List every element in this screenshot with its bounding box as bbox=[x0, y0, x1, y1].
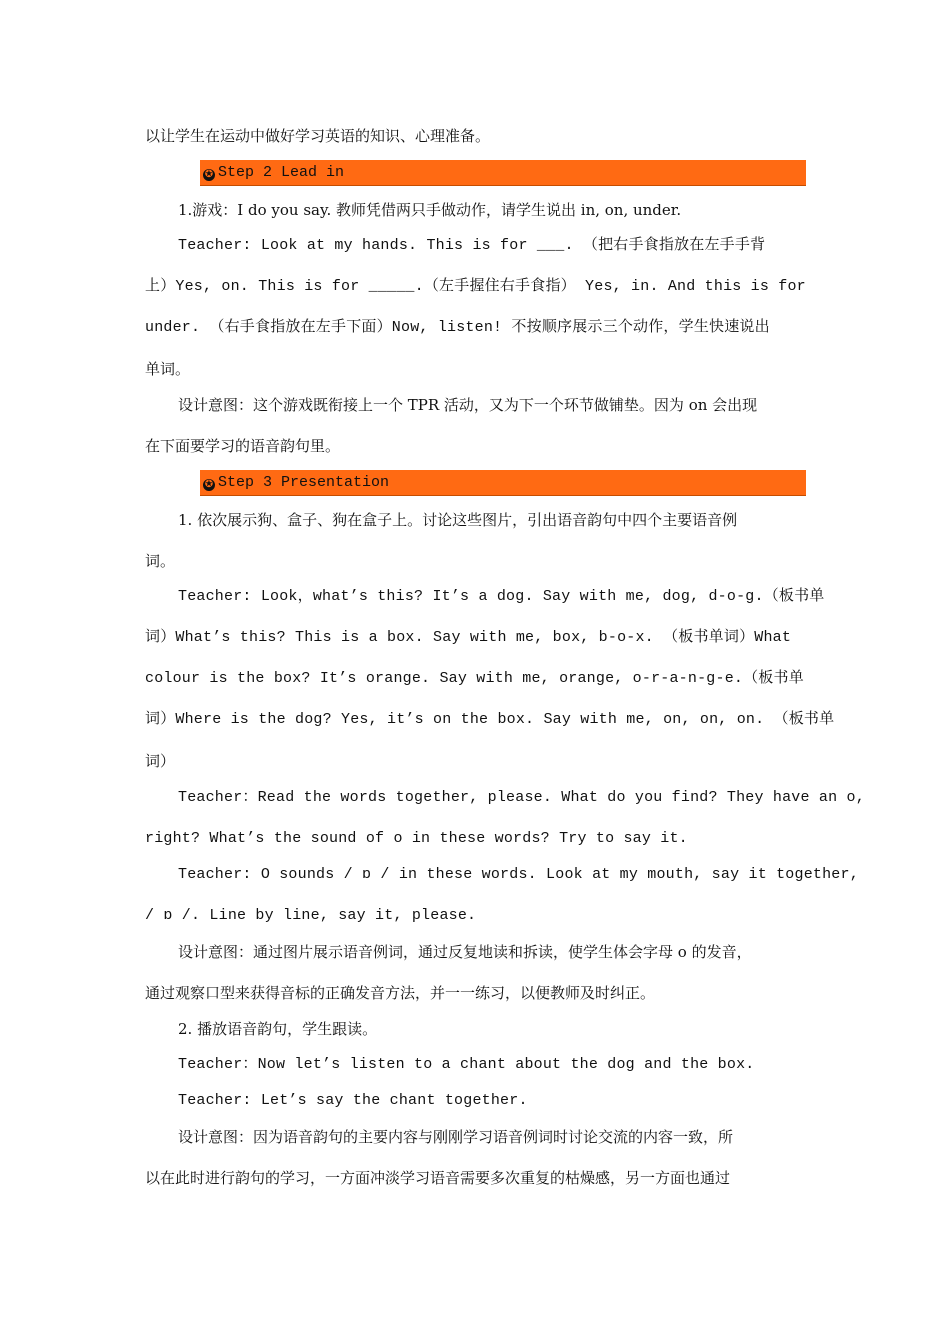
text-line: 以让学生在运动中做好学习英语的知识、心理准备。 bbox=[145, 127, 491, 145]
text-line: under. （右手食指放在左手下面）Now, listen! 不按顺序展示三个动作，学生快速说出 bbox=[145, 319, 770, 336]
text-line: 设计意图：这个游戏既衔接上一个 TPR 活动，又为下一个环节做铺垫。因为 on 会出现 bbox=[178, 396, 758, 414]
text-line: 以在此时进行韵句的学习，一方面冲淡学习语音需要多次重复的枯燥感，另一方面也通过 bbox=[145, 1169, 731, 1187]
section-heading-step-3 bbox=[200, 470, 806, 496]
text-line: Teacher：Now let’s listen to a chant about the dog and the box. bbox=[178, 1056, 755, 1073]
text-line: Teacher：Read the words together, please. What do you find? They have an o, bbox=[178, 789, 865, 806]
text-line: 在下面要学习的语音韵句里。 bbox=[145, 437, 341, 455]
text-line: Teacher: O sounds / ɒ / in these words. Look at my mouth, say it together, bbox=[178, 866, 859, 883]
section-heading-label: Step 2 Lead in bbox=[218, 164, 345, 181]
text-line: colour is the box? It’s orange. Say with me, orange, o-r-a-n-g-e.（板书单 bbox=[145, 670, 804, 687]
star-circle-icon: ✪ bbox=[204, 479, 214, 490]
text-line: 1. 依次展示狗、盒子、狗在盒子上。讨论这些图片，引出语音韵句中四个主要语音例 bbox=[178, 511, 738, 529]
text-line: 1.游戏：I do you say. 教师凭借两只手做动作，请学生说出 in, on, under. bbox=[178, 201, 682, 219]
text-line: Teacher: Let’s say the chant together. bbox=[178, 1092, 528, 1109]
text-line: Teacher: Look，what’s this? It’s a dog. Say with me, dog, d-o-g.（板书单 bbox=[178, 588, 825, 605]
text-line: 词）Where is the dog? Yes, it’s on the box. Say with me, on, on, on. （板书单 bbox=[145, 711, 835, 728]
star-circle-icon: ✪ bbox=[204, 169, 214, 180]
text-line: 单词。 bbox=[145, 360, 191, 378]
text-line: / ɒ /. Line by line, say it, please. bbox=[145, 907, 477, 924]
section-heading-label: Step 3 Presentation bbox=[218, 474, 390, 491]
text-line: 词）What’s this? This is a box. Say with me, box, b-o-x. （板书单词）What bbox=[145, 629, 792, 646]
text-line: 词） bbox=[145, 752, 176, 770]
text-line: right? What’s the sound of o in these words? Try to say it. bbox=[145, 830, 688, 847]
text-line: 设计意图：因为语音韵句的主要内容与刚刚学习语音例词时讨论交流的内容一致，所 bbox=[178, 1128, 734, 1146]
text-line: 通过观察口型来获得音标的正确发音方法，并一一练习，以便教师及时纠正。 bbox=[145, 984, 656, 1002]
text-line: 设计意图：通过图片展示语音例词，通过反复地读和拆读，使学生体会字母 o 的发音， bbox=[178, 943, 752, 961]
text-line: 词。 bbox=[145, 552, 176, 570]
text-line: Teacher: Look at my hands. This is for ___. （把右手食指放在左手手背 bbox=[178, 237, 766, 254]
text-line: 上）Yes, on. This is for _____.（左手握住右手食指） Yes, in. And this is for bbox=[145, 278, 806, 295]
section-heading-step-2 bbox=[200, 160, 806, 186]
text-line: 2. 播放语音韵句，学生跟读。 bbox=[178, 1020, 378, 1038]
